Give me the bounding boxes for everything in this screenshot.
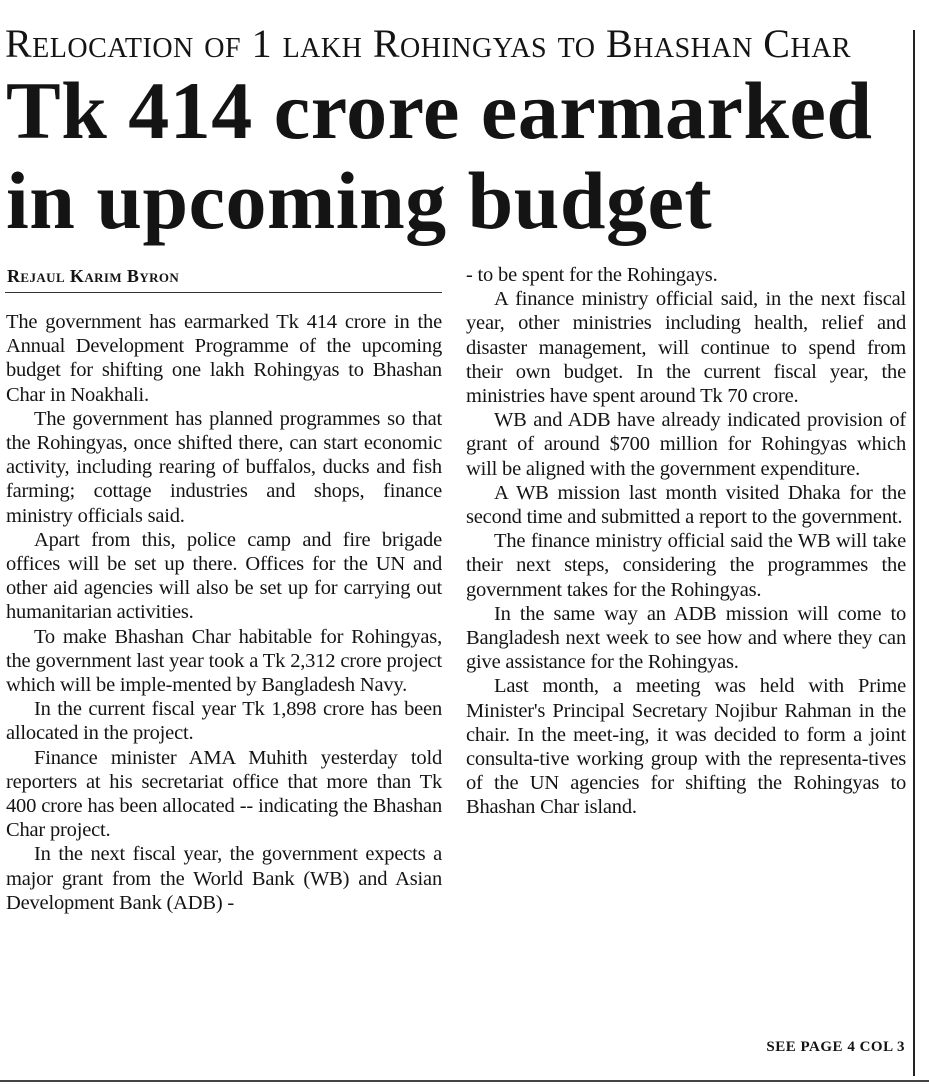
right-paragraph: - to be spent for the Rohingays. bbox=[466, 264, 718, 286]
main-headline bbox=[6, 66, 911, 246]
left-paragraph: Apart from this, police camp and fire brigade offices will be set up there. Offices for the UN and other aid agencies will also be set up for carrying out humanitarian activities. bbox=[6, 528, 442, 624]
left-paragraph: In the current fiscal year Tk 1,898 crore has been allocated in the project. bbox=[6, 698, 442, 745]
right-paragraph: The finance ministry official said the WB will take their next steps, considering the programmes the government takes for the Rohingyas. bbox=[466, 530, 906, 601]
left-paragraph: The government has earmarked Tk 414 crore in the Annual Development Programme of the upcoming budget for shifting one lakh Rohingyas to Bhashan Char in Noakhali. bbox=[6, 311, 442, 406]
bottom-rule bbox=[0, 1080, 929, 1082]
right-paragraph: A finance ministry official said, in the next fiscal year, other ministries including health, relief and disaster management, will continue to spend from their own budget. In the current fiscal year, the ministries have spent around Tk 70 crore. bbox=[466, 288, 906, 408]
right-paragraph: WB and ADB have already indicated provision of grant of around $700 million for Rohingyas which will be aligned with the government expenditure. bbox=[466, 409, 906, 480]
kicker-headline: Relocation of 1 lakh Rohingyas to Bhashan Char bbox=[5, 21, 852, 66]
headline-line-1: Tk 414 crore earmarked bbox=[6, 65, 873, 156]
byline-divider bbox=[5, 292, 442, 293]
byline: Rejaul Karim Byron bbox=[7, 266, 180, 286]
right-paragraph: Last month, a meeting was held with Prime Minister's Principal Secretary Nojibur Rahman in the chair. In the meet-ing, it was decided to form a joint consulta-tive working group with the representa-tives of the UN agencies for shifting the Rohingyas to Bhashan Char island. bbox=[466, 675, 906, 819]
left-paragraph: In the next fiscal year, the government expects a major grant from the World Bank (WB) and Asian Development Bank (ADB) - bbox=[6, 843, 442, 914]
right-paragraph: In the same way an ADB mission will come to Bangladesh next week to see how and where they can give assistance for the Rohingyas. bbox=[466, 602, 906, 674]
continuation-note: SEE PAGE 4 COL 3 bbox=[766, 1039, 905, 1055]
right-column bbox=[466, 263, 906, 820]
left-paragraph: To make Bhashan Char habitable for Rohingyas, the government last year took a Tk 2,312 crore project which will be imple-mented by Bangladesh Navy. bbox=[6, 625, 442, 697]
column-rule-right bbox=[913, 30, 915, 1076]
right-paragraph: A WB mission last month visited Dhaka for the second time and submitted a report to the government. bbox=[466, 481, 906, 529]
left-column bbox=[6, 310, 442, 915]
left-paragraph: The government has planned programmes so that the Rohingyas, once shifted there, can start economic activity, including rearing of buffalos, ducks and fish farming; cottage industries and shops, finance ministry officials said. bbox=[6, 407, 442, 527]
left-paragraph: Finance minister AMA Muhith yesterday told reporters at his secretariat office that more than Tk 400 crore has been allocated -- indicating the Bhashan Char project. bbox=[6, 746, 442, 842]
headline-line-2: in upcoming budget bbox=[6, 155, 713, 246]
